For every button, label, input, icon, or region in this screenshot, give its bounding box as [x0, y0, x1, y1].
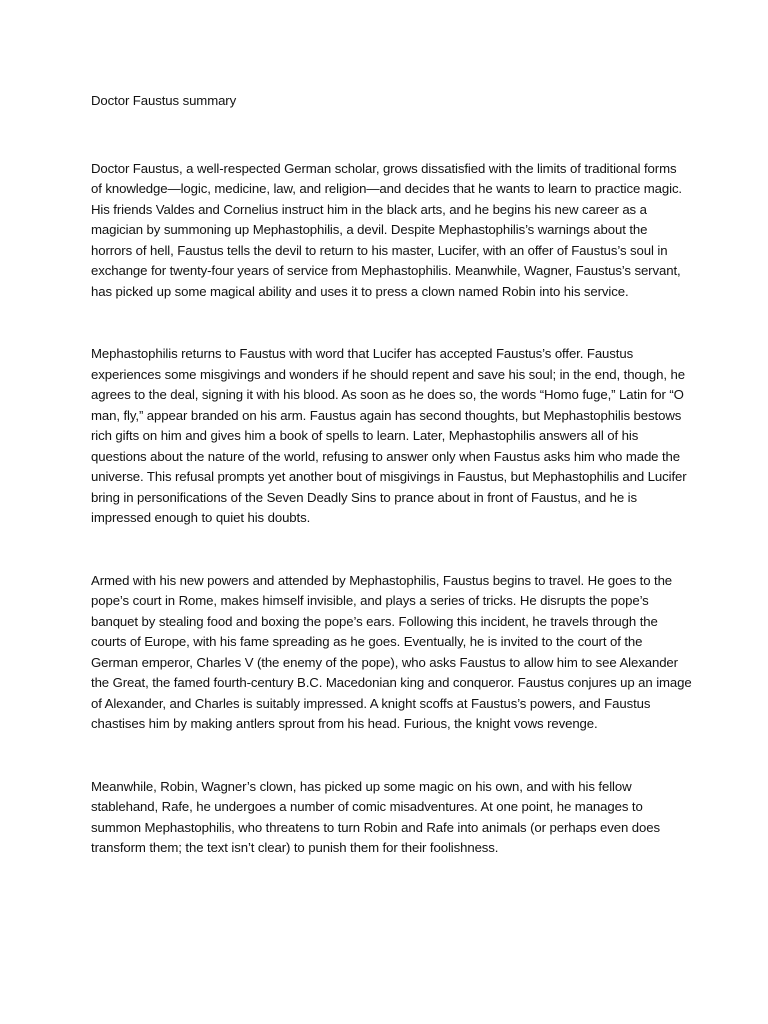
paragraph [91, 777, 683, 859]
text-line: the Great, the famed fourth-century B.C. Macedonian king and conqueror. Faustus conjures up an image [91, 675, 692, 690]
text-line: German emperor, Charles V (the enemy of the pope), who asks Faustus to allow him to see Alexander [91, 654, 678, 670]
text-line: has picked up some magical ability and uses it to press a clown named Robin into his service. [91, 283, 629, 299]
text-line: man, fly,” appear branded on his arm. Faustus again has second thoughts, but Mephastophilis bestows [91, 407, 682, 423]
text-line: Mephastophilis returns to Faustus with word that Lucifer has accepted Faustus’s offer. Faustus [91, 346, 634, 361]
text-line: transform them; the text isn’t clear) to punish them for their foolishness. [91, 840, 499, 855]
text-line: courts of Europe, with his fame spreading as he goes. Eventually, he is invited to the court of the [91, 634, 643, 649]
text-line: experiences some misgivings and wonders if he should repent and save his soul; in the end, though, he [91, 366, 685, 382]
text-line: exchange for twenty-four years of service from Mephastophilis. Meanwhile, Wagner, Faustus’s servant, [91, 263, 681, 278]
paragraph [91, 571, 692, 735]
text-line: universe. This refusal prompts yet another bout of misgivings in Faustus, but Mephastophilis and Lucifer [91, 469, 687, 484]
text-line: His friends Valdes and Cornelius instruct him in the black arts, and he begins his new career as a [91, 201, 647, 217]
text-line: banquet by stealing food and boxing the pope’s ears. Following this incident, he travels through the [91, 613, 658, 629]
text-line: Doctor Faustus, a well-respected German scholar, grows dissatisfied with the limits of traditional forms [91, 160, 677, 176]
text-line: impressed enough to quiet his doubts. [91, 510, 311, 525]
text-line: Armed with his new powers and attended by Mephastophilis, Faustus begins to travel. He goes to the [91, 572, 673, 588]
text-line: pope’s court in Rome, makes himself invisible, and plays a series of tricks. He disrupts the pope’s [91, 593, 649, 608]
text-line: rich gifts on him and gives him a book of spells to learn. Later, Mephastophilis answers all of his [91, 428, 639, 443]
text-line: chastises him by making antlers sprout from his head. Furious, the knight vows revenge. [91, 716, 598, 731]
text-line: bring in personifications of the Seven Deadly Sins to prance about in front of Faustus, and he is [91, 489, 637, 505]
text-line: agrees to the deal, signing it with his blood. As soon as he does so, the words “Homo fuge,” Latin for “O [91, 387, 684, 402]
text-line: horrors of hell, Faustus tells the devil to return to his master, Lucifer, with an offer of Faustus’s soul in [91, 242, 668, 258]
paragraph [91, 159, 683, 303]
text-line: magician by summoning up Mephastophilis, a devil. Despite Mephastophilis’s warnings about the [91, 222, 648, 237]
paragraph [91, 344, 687, 529]
text-line: stablehand, Rafe, he undergoes a number of comic misadventures. At one point, he manages to [91, 799, 643, 814]
document-body [91, 91, 692, 859]
text-line: of knowledge—logic, medicine, law, and religion—and decides that he wants to learn to practice magic. [91, 181, 683, 196]
text-line: questions about the nature of the world, refusing to answer only when Faustus asks him who made the [91, 448, 681, 464]
text-line: Meanwhile, Robin, Wagner’s clown, has picked up some magic on his own, and with his fellow [91, 778, 632, 794]
text-line: summon Mephastophilis, who threatens to turn Robin and Rafe into animals (or perhaps even does [91, 819, 660, 835]
document-title: Doctor Faustus summary [91, 93, 237, 108]
text-line: of Alexander, and Charles is suitably impressed. A knight scoffs at Faustus’s powers, and Faustus [91, 695, 651, 711]
